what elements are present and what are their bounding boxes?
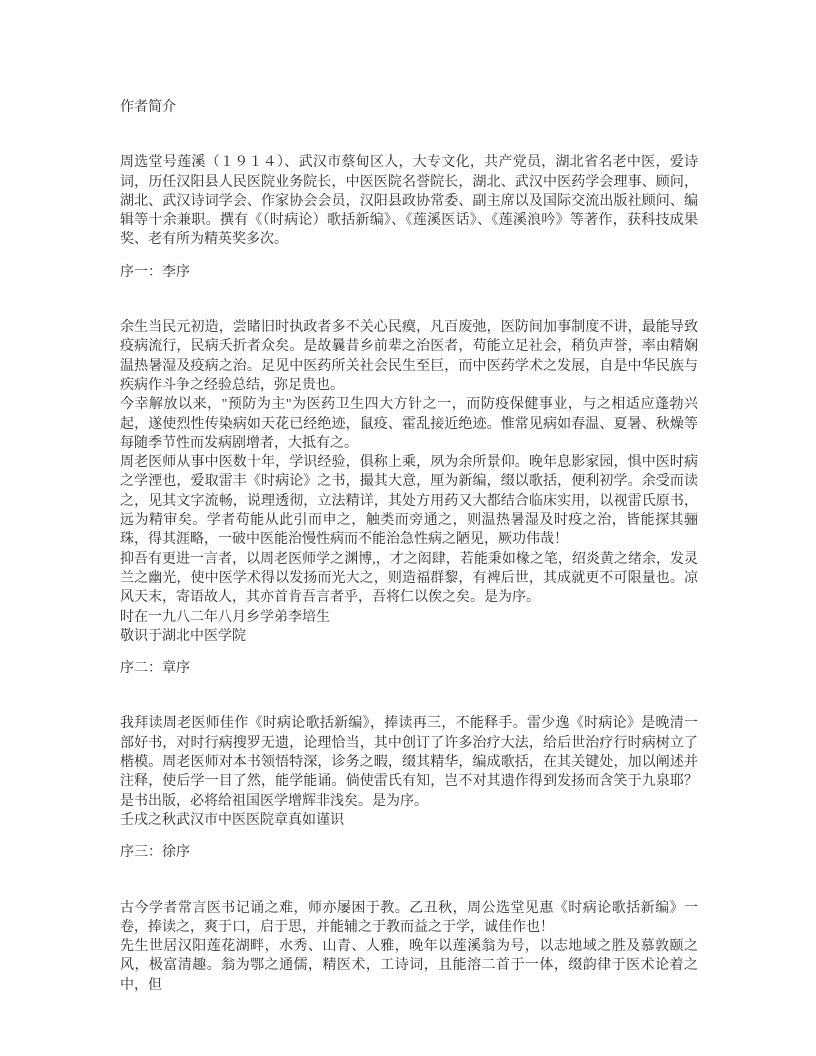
preface1-paragraph-4: 抑吾有更进一言者，以周老医师学之渊博,，才之闳肆，若能秉如椽之笔，绍炎黄之绪余，发灵兰之幽光，使中医学术得以发扬而光大之，则造福群黎，有裨后世，其成就更不可限量也。凉风天末，寄语故人，其亦首肯吾言者乎，吾将仁以俟之矣。是为序。 [120, 551, 698, 606]
preface2-heading: 序二：章序 [120, 661, 190, 677]
preface1-paragraph-2: 今幸解放以来，"预防为主"为医药卫生四大方针之一，而防疫保健事业，与之相适应蓬勃兴起，遂使烈性传染病如天花已经绝迹，鼠疫、霍乱接近绝迹。惟常见病如春温、夏暑、秋燥等每随季节性而发病剧增者，大抵有之。 [120, 397, 698, 451]
preface1-signature-line-1: 时在一九八二年八月乡学弟李培生 [120, 609, 330, 625]
preface2-signature-line: 壬戌之秋武汉市中医医院章真如谨识 [120, 812, 344, 828]
author-intro-heading: 作者简介 [120, 100, 176, 115]
preface3-paragraph-2: 先生世居汉阳莲花湖畔，水秀、山青、人雅，晚年以莲溪翁为号，以志地域之胜及慕敦颐之风，极富清趣。翁为鄂之通儒，精医术，工诗词，且能溶二首于一体，缀韵律于医术论着之中，但 [120, 939, 698, 993]
preface1-paragraph-3: 周老医师从事中医数十年，学识经验，俱称上乘，夙为余所景仰。晚年息影家园，惧中医时病之学湮也，爱取雷丰《时病论》之书，撮其大意，厘为新编，缀以歌括，便利初学。余受而读之，见其文字流畅，说理透彻，立法精详，其处方用药又大都结合临床实用，以视雷氏原书，远为精审矣。学者苟能从此引而申之，触类而旁通之，则温热暑湿及时疫之治，皆能探其骊珠，得其涯略，一破中医能治慢性病而不能治急性病之陋见，厥功伟哉！ [120, 455, 698, 548]
preface2-paragraph-1: 我拜读周老医师佳作《时病论歌括新编》，捧读再三，不能释手。雷少逸《时病论》是晚清一部好书，对时行病搜罗无遗，论理恰当，其中创订了许多治疗大法，给后世治疗行时病树立了楷模。周老医师对本书领悟特深，诊务之暇，缀其精华，编成歌括，在其关键处，加以阐述并注释，使后学一目了然，能学能诵。倘使雷氏有知，岂不对其遗作得到发扬而含笑于九泉耶？是书出版，必将给祖国医学增辉非浅矣。是为序。 [120, 716, 698, 809]
preface3-paragraph-1: 古今学者常言医书记诵之难，师亦屡困于教。乙丑秋，周公选堂见惠《时病论歌括新编》一卷，捧读之，爽于口，启于思，并能辅之于教而益之于学，诚佳作也！ [120, 900, 698, 935]
preface1-paragraph-1: 余生当民元初造，尝睹旧时执政者多不关心民瘼，凡百废弛，医防间加事制度不讲，最能导致疫病流行，民病夭折者众矣。是故曩昔乡前辈之治医者，苟能立足社会，稍负声誉，率由精娴温热暑湿及疫病之治。足见中医药所关社会民生至巨，而中医药学术之发展，自是中华民族与疾病作斗争之经验总结，弥足贵也。 [120, 320, 698, 393]
preface1-heading: 序一：李序 [120, 264, 190, 280]
author-intro-paragraph: 周选堂号莲溪（１９１４）、武汉市蔡甸区人，大专文化，共产党员，湖北省名老中医，爱诗词，历任汉阳县人民医院业务院长，中医医院名誉院长，湖北、武汉中医药学会理事、顾问，湖北、武汉诗词学会、作家协会会员，汉阳县政协常委、副主席以及国际交流出版社顾问、编辑等十余兼职。撰有《（时病论）歌括新编》、《莲溪医话》、《莲溪浪吟》等著作，获科技成果奖、老有所为精英奖多次。 [120, 155, 698, 248]
preface1-signature-line-2: 敬识于湖北中医学院 [120, 628, 246, 644]
preface3-heading: 序三：徐序 [120, 845, 190, 861]
